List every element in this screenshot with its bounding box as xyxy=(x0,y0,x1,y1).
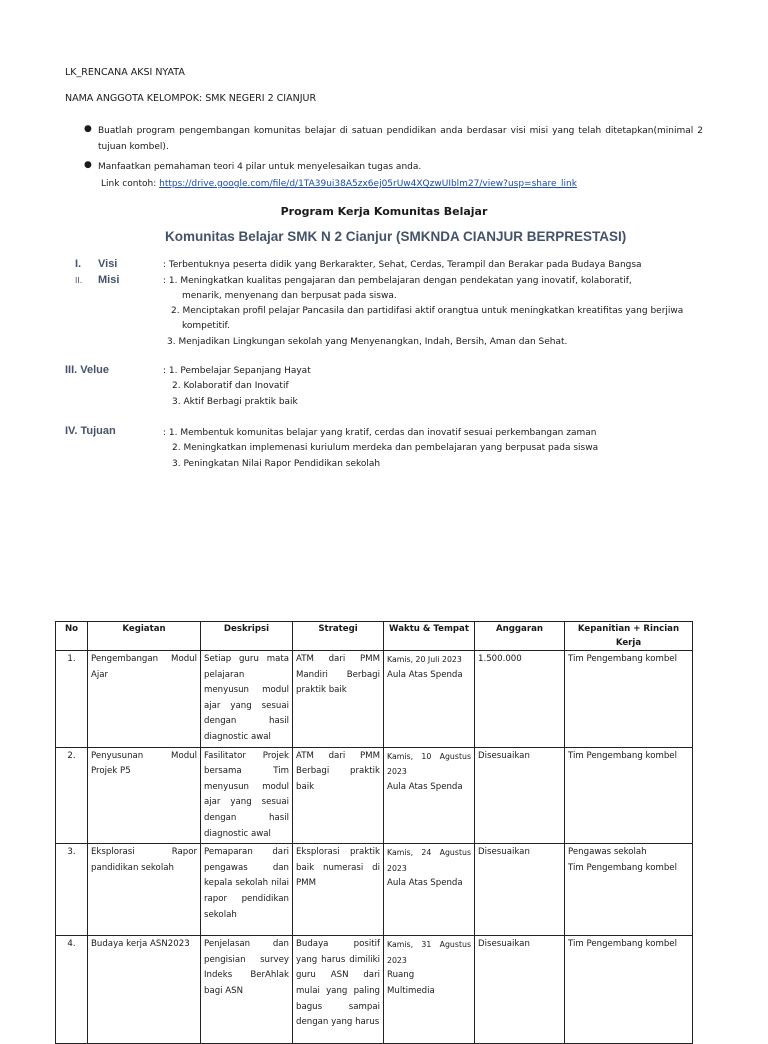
cell-no: 1. xyxy=(56,651,88,748)
table-row xyxy=(56,936,693,1044)
velue-line-2: 2. Kolaboratif dan Inovatif xyxy=(172,381,289,391)
link-label: Link contoh: xyxy=(101,179,157,189)
bullet-icon: ● xyxy=(84,124,92,134)
velue-line-3: 3. Aktif Berbagi praktik baik xyxy=(172,397,298,407)
cell-strategi: Budaya positif yang harus dimiliki guru ASN dari mulai yang paling bagus sampai dengan yang harus xyxy=(293,936,384,1044)
misi-line-1b: menarik, menyenang dan berpusat pada siswa. xyxy=(182,291,397,301)
cell-kegiatan: Budaya kerja ASN2023 xyxy=(88,936,201,1044)
cell-waktu-tempat xyxy=(384,844,475,936)
example-link[interactable]: https://drive.google.com/file/d/1TA39ui38A5zx6ej05rUw4XQzwUIblm27/view?usp=share_link xyxy=(159,179,577,189)
table-row xyxy=(56,747,693,844)
cell-anggaran: Disesuaikan xyxy=(475,936,565,1044)
visi-number: I. xyxy=(75,258,82,270)
col-header-anggaran: Anggaran xyxy=(475,622,565,651)
instruction-text: Manfaatkan pemahaman teori 4 pilar untuk menyelesaikan tugas anda. xyxy=(98,162,422,172)
misi-line-3: 3. Menjadikan Lingkungan sekolah yang Menyenangkan, Indah, Bersih, Aman dan Sehat. xyxy=(167,337,568,347)
cell-waktu-tempat xyxy=(384,651,475,748)
cell-kepanitian xyxy=(565,844,693,936)
instruction-text-cont: tujuan kombel). xyxy=(98,142,169,152)
kepanitian-item: Tim Pengembang kombel xyxy=(568,862,677,873)
visi-label: Visi xyxy=(98,258,118,270)
visi-text: : Terbentuknya peserta didik yang Berkarakter, Sehat, Cerdas, Terampil dan Berakar pada Budaya Bangsa xyxy=(163,260,642,270)
program-subtitle: Komunitas Belajar SMK N 2 Cianjur (SMKNDA CIANJUR BERPRESTASI) xyxy=(165,229,627,244)
velue-line-1: : 1. Pembelajar Sepanjang Hayat xyxy=(163,366,311,376)
cell-no: 4. xyxy=(56,936,88,1044)
table-header-row xyxy=(56,622,693,651)
cell-deskripsi: Penjelasan dan pengisian survey Indeks BerAhlak bagi ASN xyxy=(201,936,293,1044)
cell-kepanitian xyxy=(565,936,693,1044)
cell-no: 3. xyxy=(56,844,88,936)
cell-anggaran: 1.500.000 xyxy=(475,651,565,748)
cell-no: 2. xyxy=(56,747,88,844)
cell-waktu: Kamis, 24 Agustus 2023 xyxy=(387,848,471,873)
cell-tempat: Aula Atas Spenda xyxy=(387,878,463,889)
col-header-waktu-tempat: Waktu & Tempat xyxy=(384,622,475,651)
cell-deskripsi: Fasilitator Projek bersama Tim menyusun modul ajar yang sesuai dengan hasil diagnostic awal xyxy=(201,747,293,844)
col-header-strategi: Strategi xyxy=(293,622,384,651)
instruction-text: Buatlah program pengembangan komunitas belajar di satuan pendidikan anda berdasar visi misi yang telah ditetapkan(minimal 2 xyxy=(98,126,703,136)
cell-anggaran: Disesuaikan xyxy=(475,747,565,844)
kepanitian-item: Tim Pengembang kombel xyxy=(568,654,677,664)
cell-kegiatan: Eksplorasi Rapor pandidikan sekolah xyxy=(88,844,201,936)
program-title: Program Kerja Komunitas Belajar xyxy=(280,205,488,218)
cell-strategi: ATM dari PMM Berbagi praktik baik xyxy=(293,747,384,844)
kepanitian-item: Tim Pengembang kombel xyxy=(568,939,677,950)
cell-kegiatan: Pengembangan Modul Ajar xyxy=(88,651,201,748)
cell-kegiatan: Penyusunan Modul Projek P5 xyxy=(88,747,201,844)
table-row xyxy=(56,651,693,748)
kepanitian-item: Tim Pengembang kombel xyxy=(568,750,677,761)
cell-waktu: Kamis, 31 Agustus 2023 xyxy=(387,940,471,965)
misi-line-2: 2. Menciptakan profil pelajar Pancasila dan partidifasi aktif orangtua untuk meningkatkan kreatifitas yang berjiwa xyxy=(171,306,684,316)
col-header-kegiatan: Kegiatan xyxy=(88,622,201,651)
cell-tempat: Aula Atas Spenda xyxy=(387,669,463,680)
velue-label: III. Velue xyxy=(65,364,110,376)
program-table xyxy=(55,621,693,1044)
tujuan-line-1: : 1. Membentuk komunitas belajar yang kratif, cerdas dan inovatif sesuai perkembangan zaman xyxy=(163,428,597,438)
misi-line-2b: kompetitif. xyxy=(182,321,230,331)
cell-waktu: Kamis, 10 Agustus 2023 xyxy=(387,751,471,777)
misi-number: II. xyxy=(75,276,83,285)
cell-strategi: Eksplorasi praktik baik numerasi di PMM xyxy=(293,844,384,936)
misi-line-1: : 1. Meningkatkan kualitas pengajaran dan pembelajaran dengan pendekatan yang inovatif, kolaboratif, xyxy=(163,276,632,286)
example-link-row xyxy=(101,177,577,192)
col-header-no: No xyxy=(56,622,88,651)
cell-tempat: Aula Atas Spenda xyxy=(387,781,463,792)
col-header-kepanitian: Kepanitian + Rincian Kerja xyxy=(565,622,693,651)
cell-tempat: Ruang Multimedia xyxy=(387,970,435,996)
bullet-icon: ● xyxy=(84,160,92,170)
cell-waktu-tempat xyxy=(384,747,475,844)
tujuan-line-3: 3. Peningkatan Nilai Rapor Pendidikan sekolah xyxy=(172,459,381,469)
group-name-line: NAMA ANGGOTA KELOMPOK: SMK NEGERI 2 CIANJUR xyxy=(65,93,317,104)
document-label: LK_RENCANA AKSI NYATA xyxy=(65,67,185,78)
cell-deskripsi: Setiap guru mata pelajaran menyusun modul ajar yang sesuai dengan hasil diagnostic awal xyxy=(201,651,293,748)
tujuan-label: IV. Tujuan xyxy=(65,425,116,437)
col-header-deskripsi: Deskripsi xyxy=(201,622,293,651)
cell-deskripsi: Pemaparan dari pengawas dan kepala sekolah nilai rapor pendidikan sekolah xyxy=(201,844,293,936)
kepanitian-item: Pengawas sekolah xyxy=(568,847,647,858)
cell-kepanitian xyxy=(565,651,693,748)
cell-waktu-tempat xyxy=(384,936,475,1044)
cell-anggaran: Disesuaikan xyxy=(475,844,565,936)
table-row xyxy=(56,844,693,936)
tujuan-line-2: 2. Meningkatkan implemenasi kuriulum merdeka dan pembelajaran yang berpusat pada siswa xyxy=(172,443,599,453)
cell-kepanitian xyxy=(565,747,693,844)
cell-waktu: Kamis, 20 Juli 2023 xyxy=(387,655,462,664)
cell-strategi: ATM dari PMM Mandiri Berbagi praktik baik xyxy=(293,651,384,748)
misi-label: Misi xyxy=(98,274,120,286)
